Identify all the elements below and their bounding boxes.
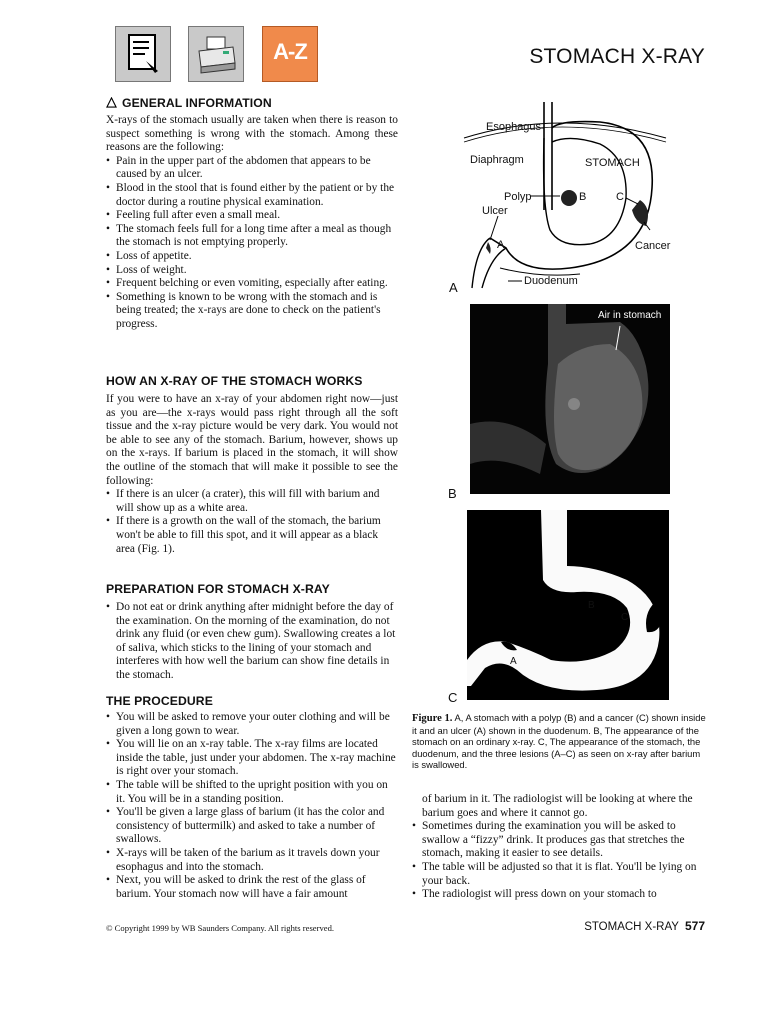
figure-caption [412, 712, 706, 771]
list-item: • You'll be given a large glass of barium (it has the color and consistency of buttermilk) and asked to take a number of swallows. [106, 806, 398, 847]
list-item: • The table will be adjusted so that it is flat. You'll be lying on your back. [412, 861, 704, 888]
label-polyp: Polyp [504, 191, 532, 203]
cancer-shape [632, 200, 648, 226]
panel-c-letter: C [448, 690, 458, 705]
document-icon [116, 27, 170, 81]
label-cancer: Cancer [635, 240, 671, 252]
list-item: • Loss of weight. [106, 264, 398, 278]
list-item: • Something is known to be wrong with the stomach and is being treated; the x-rays are done to check on the patient's progress. [106, 291, 398, 332]
printer-icon [189, 27, 243, 81]
document-button[interactable] [115, 26, 171, 82]
print-button[interactable] [188, 26, 244, 82]
label-duodenum: Duodenum [524, 275, 578, 287]
section-intro: If you were to have an x-ray of your abdomen right now—just as you are—the x-rays would pass right through all the soft tissue and the x-ray picture would be very dark. You would not be able to see any of the stomach. Barium, however, shows up on the x-rays. If barium is placed in the stomach, it will show the outline of the stomach that will make it possible to see the following: [106, 393, 398, 487]
label-esophagus: Esophagus [486, 121, 542, 133]
section-heading: PREPARATION FOR STOMACH X-RAY [106, 582, 330, 596]
label-c-b: B [588, 600, 595, 611]
a-z-icon: A-Z [273, 39, 307, 64]
list-item: • Do not eat or drink anything after midnight before the day of the examination. On the morning of the examination, do not drink any fluid (or even chew gum). Swallowing creates a lot of saliva, which sticks to the lining of your stomach and interferes with how well the barium can show fine details in the stomach. [106, 601, 398, 683]
bullet-list [106, 711, 398, 901]
list-item: • Feeling full after even a small meal. [106, 209, 398, 223]
panel-a-letter: A [449, 280, 458, 295]
list-item: • The radiologist will press down on your stomach to [412, 888, 704, 902]
section-general-information [106, 96, 398, 332]
bullet-list [412, 820, 704, 902]
panel-b-letter: B [448, 486, 457, 501]
continuation-text: of barium in it. The radiologist will be looking at where the barium goes and where it cannot go. [422, 793, 693, 819]
list-item: • You will lie on an x-ray table. The x-ray films are located inside the table, just under your abdomen. The x-ray machine is right over your stomach. [106, 738, 398, 779]
section-preparation [106, 582, 398, 683]
list-item: • Blood in the stool that is found either by the patient or by the doctor during a routine physical examination. [106, 182, 398, 209]
page-title: STOMACH X-RAY [529, 45, 705, 68]
a-z-button[interactable] [262, 26, 318, 82]
bullet-list [106, 601, 398, 683]
label-air-in-stomach: Air in stomach [598, 310, 662, 321]
list-item: • Sometimes during the examination you will be asked to swallow a “fizzy” drink. It produces gas that stretches the stomach, making it easier to see details. [412, 820, 704, 861]
section-how-xray-works [106, 374, 398, 556]
label-c-a: A [510, 656, 517, 667]
list-item: • You will be asked to remove your outer clothing and will be given a long gown to wear. [106, 711, 398, 738]
running-footer [584, 919, 705, 933]
section-procedure [106, 694, 398, 901]
caption-label: Figure 1. [412, 713, 453, 724]
figure-panel-b-xray [470, 304, 670, 494]
section-intro: X-rays of the stomach usually are taken when there is reason to suspect something is wrong with the stomach. Among these reasons are the following: [106, 114, 398, 154]
running-title: STOMACH X-RAY [584, 921, 679, 933]
polyp-shape [561, 190, 577, 206]
list-item: • X-rays will be taken of the barium as it travels down your esophagus and into the stomach. [106, 847, 398, 874]
list-item: • If there is a growth on the wall of the stomach, the barium won't be able to fill this spot, and it will appear as a black area (Fig. 1). [106, 515, 398, 556]
section-heading: HOW AN X-RAY OF THE STOMACH WORKS [106, 374, 363, 388]
list-item: • The table will be shifted to the upright position with you on it. You will be in a standing position. [106, 779, 398, 806]
ulcer-shape [486, 242, 491, 254]
label-b: B [579, 191, 587, 203]
label-c-c: C [621, 612, 629, 623]
caption-text: A, A stomach with a polyp (B) and a cancer (C) shown inside it and an ulcer (A) shown in the duodenum. B, The appearance of the stomach on an ordinary x-ray. C, The appearance of the stomach, the duodenum, and the three lesions (A–C) as seen on x-ray after barium is swallowed. [412, 712, 706, 771]
bullet-list [106, 155, 398, 332]
list-item: • Next, you will be asked to drink the rest of the glass of barium. Your stomach now will have a fair amount [106, 874, 398, 901]
label-ulcer: Ulcer [482, 205, 508, 217]
label-diaphragm: Diaphragm [470, 154, 524, 166]
list-item: • The stomach feels full for a long time after a meal as though the stomach is not emptying properly. [106, 223, 398, 250]
figure-panel-c-xray [467, 510, 669, 700]
section-heading: GENERAL INFORMATION [106, 96, 398, 110]
label-c: C [616, 191, 624, 203]
list-item: • Frequent belching or even vomiting, especially after eating. [106, 277, 398, 291]
copyright-notice: © Copyright 1999 by WB Saunders Company. All rights reserved. [106, 923, 335, 933]
list-item: • Pain in the upper part of the abdomen that appears to be caused by an ulcer. [106, 155, 398, 182]
label-stomach: STOMACH [585, 157, 640, 169]
page-number: 577 [684, 919, 705, 933]
list-item: • If there is an ulcer (a crater), this will fill with barium and will show up as a white area. [106, 488, 398, 515]
section-heading: THE PROCEDURE [106, 694, 213, 708]
triangle-icon [106, 97, 117, 108]
polyp-shape [568, 595, 586, 613]
bullet-list [106, 488, 398, 556]
procedure-continuation [412, 793, 704, 902]
list-item: • Loss of appetite. [106, 250, 398, 264]
label-a: A [497, 239, 505, 251]
